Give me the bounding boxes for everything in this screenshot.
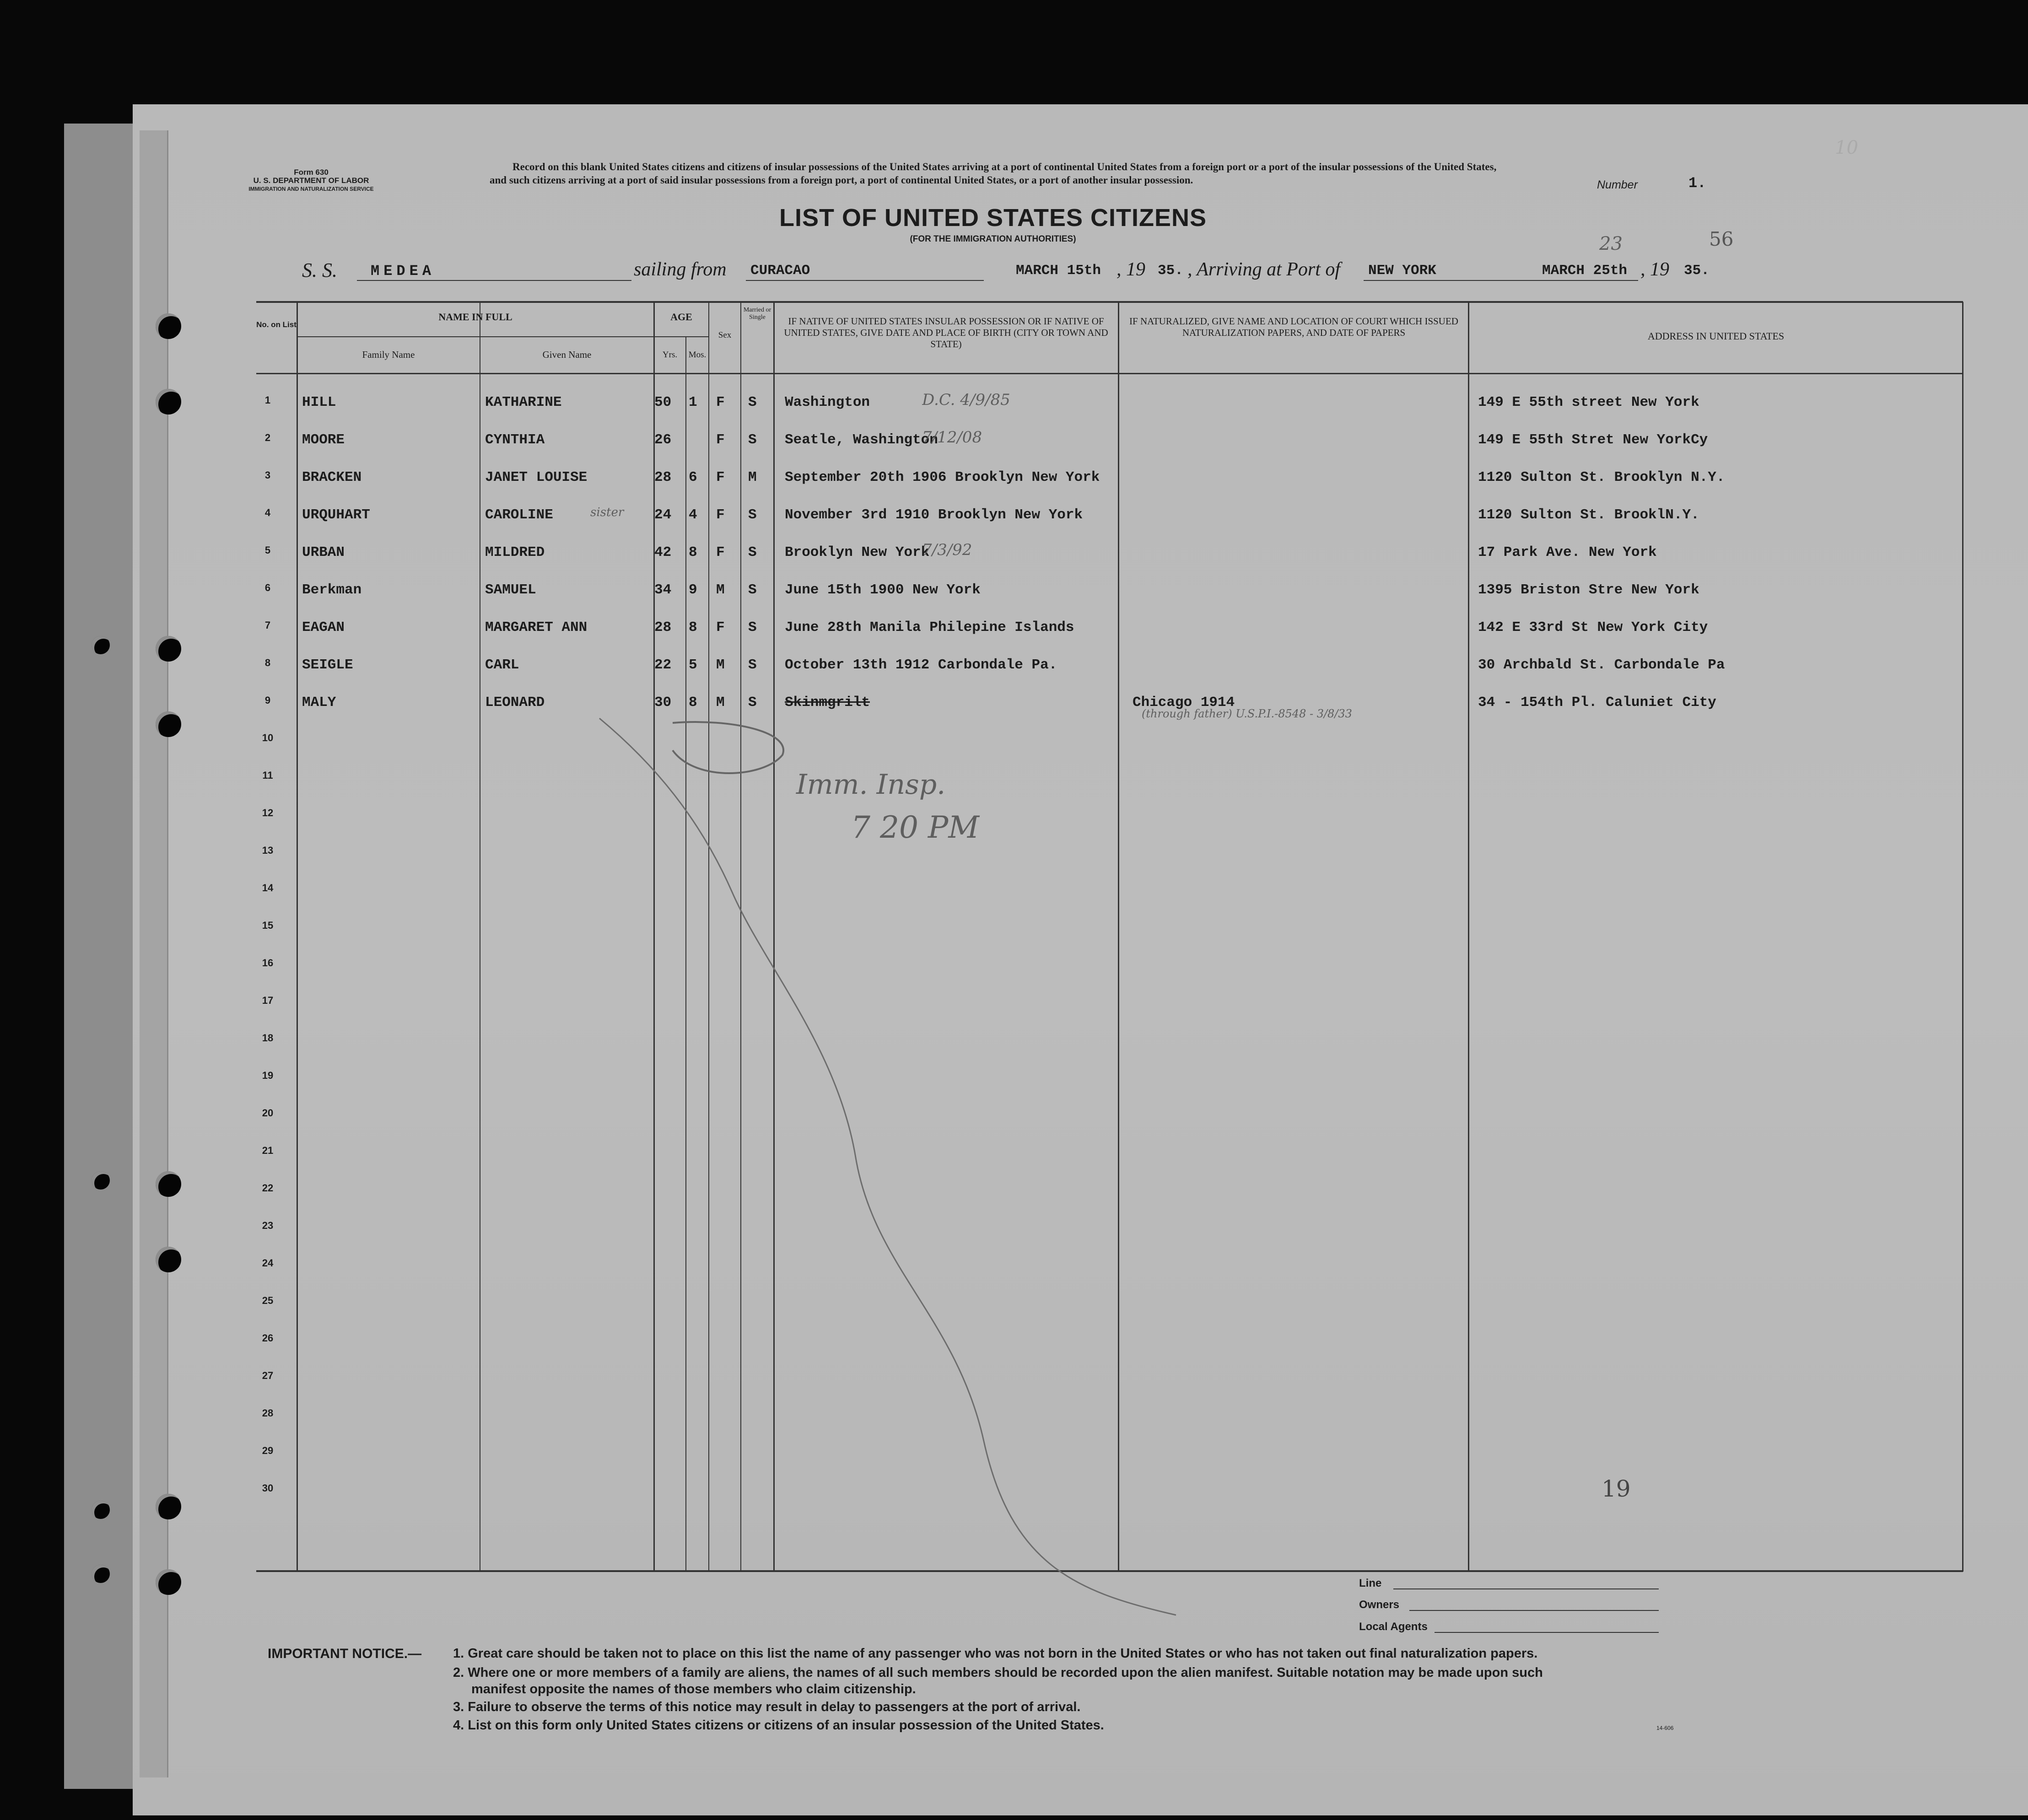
marital-status: M — [748, 469, 757, 485]
arriving-label: , Arriving at Port of — [1187, 259, 1341, 280]
header-naturalized: IF NATURALIZED, GIVE NAME AND LOCATION OF COURT WHICH ISSUED NATURALIZATION PAPERS, AND DATE OF PAPERS — [1129, 316, 1458, 338]
sex-value: M — [716, 695, 725, 711]
age-months: 1 — [689, 394, 697, 410]
row-number: 2 — [264, 432, 271, 443]
binder-hole-icon — [156, 1247, 181, 1272]
age-years: 50 — [654, 394, 672, 410]
us-address: 17 Park Ave. New York — [1478, 544, 1657, 560]
us-address: 149 E 55th Stret New YorkCy — [1478, 432, 1708, 448]
row-number: 12 — [262, 807, 274, 818]
arrival-port: NEW YORK — [1368, 263, 1436, 279]
table-row — [256, 469, 1963, 507]
row-number: 1 — [264, 394, 271, 406]
notice-2: 2. Where one or more members of a family are aliens, the names of all such members should be recorded upon the alien manifest. Suitable notation may be made upon such — [453, 1665, 1543, 1680]
year-prefix-2: , 19 — [1640, 259, 1669, 280]
notice-4: 4. List on this form only United States citizens or citizens of an insular possession of the United States. — [453, 1718, 1104, 1733]
marital-status: S — [748, 432, 757, 448]
row-number: 21 — [262, 1145, 274, 1156]
row-number: 19 — [262, 1070, 274, 1081]
owners-label: Owners — [1359, 1599, 1400, 1611]
birth-info: Skinmgrilt — [785, 695, 870, 711]
form-subtitle: (FOR THE IMMIGRATION AUTHORITIES) — [910, 234, 1076, 244]
notice-3: 3. Failure to observe the terms of this notice may result in delay to passengers at the port of arrival. — [453, 1700, 1081, 1714]
age-years: 42 — [654, 544, 672, 560]
binder-hole-icon — [92, 636, 110, 654]
row-number: 16 — [262, 957, 274, 969]
marital-status: S — [748, 619, 757, 635]
form-instruction: Record on this blank United States citizens and citizens of insular possessions of the United States arriving at a port of continental United States from a foreign port or a port of the insular possessions of the United States, and such citizens arriving at a port of said insular possessions from a foreign port, a port of continental United States, or a port of another insular possession. — [490, 161, 1497, 186]
header-sex: Sex — [718, 330, 732, 340]
naturalization-note: (through father) U.S.P.I.-8548 - 3/8/33 — [1142, 707, 1352, 720]
birth-info: Seatle, Washington — [785, 432, 938, 448]
birth-info: June 28th Manila Philepine Islands — [785, 619, 1074, 635]
marital-status: S — [748, 657, 757, 673]
department-name: U. S. DEPARTMENT OF LABOR — [253, 176, 369, 185]
row-number: 11 — [262, 770, 273, 781]
birth-info: September 20th 1906 Brooklyn New York — [785, 469, 1100, 485]
row-number: 5 — [264, 544, 271, 556]
age-years: 24 — [654, 507, 672, 523]
header-age: AGE — [670, 311, 692, 323]
family-name: EAGAN — [302, 619, 345, 635]
age-years: 26 — [654, 432, 672, 448]
given-name: SAMUEL — [485, 582, 536, 598]
corner-mark: 56 — [1709, 228, 1734, 250]
binder-hole-icon — [156, 313, 181, 339]
age-months: 6 — [689, 469, 697, 485]
departure-year: 35. — [1158, 263, 1183, 279]
birth-date-note: D.C. 4/9/85 — [922, 391, 1010, 409]
notice-2-cont: manifest opposite the names of those members who claim citizenship. — [471, 1682, 916, 1696]
row-number: 15 — [262, 920, 274, 931]
birth-info: June 15th 1900 New York — [785, 582, 981, 598]
sex-value: M — [716, 582, 725, 598]
age-years: 22 — [654, 657, 672, 673]
row-number: 4 — [264, 507, 271, 518]
binder-hole-icon — [92, 1565, 110, 1583]
form-code: 14-606 — [1656, 1725, 1674, 1731]
given-name: LEONARD — [485, 695, 545, 711]
marital-status: S — [748, 544, 757, 560]
row-number: 22 — [262, 1182, 274, 1194]
arrival-year: 35. — [1684, 263, 1710, 279]
age-years: 30 — [654, 695, 672, 711]
given-name: MILDRED — [485, 544, 545, 560]
row-number: 13 — [262, 845, 274, 856]
binding-strip — [140, 130, 168, 1777]
departure-port: CURACAO — [750, 263, 810, 279]
row-number: 8 — [264, 657, 271, 668]
us-address: 149 E 55th street New York — [1478, 394, 1699, 410]
row-number: 25 — [262, 1295, 274, 1306]
marital-status: S — [748, 582, 757, 598]
marital-status: S — [748, 507, 757, 523]
family-name: SEIGLE — [302, 657, 353, 673]
given-name: KATHARINE — [485, 394, 562, 410]
number-value: 1. — [1688, 175, 1706, 192]
age-months: 8 — [689, 619, 697, 635]
notice-1: 1. Great care should be taken not to place on this list the name of any passenger who was not born in the United States or who has not taken out final naturalization papers. — [453, 1646, 1538, 1661]
age-months: 5 — [689, 657, 697, 673]
family-name: MOORE — [302, 432, 345, 448]
family-name: Berkman — [302, 582, 362, 598]
age-months: 4 — [689, 507, 697, 523]
birth-date-note: 7/12/08 — [922, 428, 982, 447]
header-mos: Mos. — [688, 350, 707, 360]
birth-date-note: 7/3/92 — [922, 541, 972, 559]
binder-hole-icon — [156, 636, 181, 662]
notice-title: IMPORTANT NOTICE.— — [268, 1646, 422, 1661]
sex-value: F — [716, 507, 725, 523]
birth-info: Washington — [785, 394, 870, 410]
table-row — [256, 541, 1963, 582]
form-title: LIST OF UNITED STATES CITIZENS — [779, 204, 1207, 232]
ss-label: S. S. — [302, 259, 337, 281]
sister-note: sister — [590, 506, 624, 519]
row-number: 6 — [264, 582, 271, 593]
us-address: 142 E 33rd St New York City — [1478, 619, 1708, 635]
binder-hole-icon — [156, 711, 181, 737]
number-label: Number — [1597, 178, 1638, 191]
sailing-from-label: sailing from — [634, 259, 727, 280]
family-name: BRACKEN — [302, 469, 362, 485]
birth-info: Brooklyn New York — [785, 544, 930, 560]
row-number: 18 — [262, 1032, 274, 1044]
sex-value: F — [716, 544, 725, 560]
header-given-name: Given Name — [542, 349, 592, 360]
header-no: No. on List — [256, 320, 297, 329]
row-number: 26 — [262, 1332, 274, 1344]
naturalization-info: Chicago 1914 — [1133, 695, 1235, 711]
row-number: 9 — [264, 695, 271, 706]
row-number: 3 — [264, 469, 271, 481]
header-address: ADDRESS IN UNITED STATES — [1647, 330, 1785, 342]
family-name: URQUHART — [302, 507, 370, 523]
header-birth: IF NATIVE OF UNITED STATES INSULAR POSSESSION OR IF NATIVE OF UNITED STATES, GIVE DATE AND PLACE OF BIRTH (CITY OR TOWN AND STATE) — [784, 316, 1108, 350]
row-number: 28 — [262, 1407, 274, 1419]
age-months: 8 — [689, 544, 697, 560]
us-address: 1120 Sulton St. BrooklN.Y. — [1478, 507, 1699, 523]
row-number: 23 — [262, 1220, 274, 1231]
family-name: HILL — [302, 394, 336, 410]
table-row — [256, 391, 1963, 432]
given-name: CARL — [485, 657, 519, 673]
sex-value: F — [716, 469, 725, 485]
form-number: Form 630 — [294, 168, 329, 177]
given-name: CAROLINE — [485, 507, 553, 523]
ship-name: MEDEA — [371, 263, 436, 280]
binder-hole-icon — [156, 1494, 181, 1519]
inspector-time-note: 7 20 PM — [851, 810, 979, 845]
table-row — [256, 657, 1963, 695]
row-number: 17 — [262, 995, 274, 1006]
binder-hole-icon — [156, 1569, 181, 1595]
given-name: MARGARET ANN — [485, 619, 588, 635]
header-name-in-full: NAME IN FULL — [438, 311, 512, 323]
row-number: 27 — [262, 1370, 274, 1381]
binder-hole-icon — [92, 1171, 110, 1190]
line-label: Line — [1359, 1577, 1382, 1589]
family-name: URBAN — [302, 544, 345, 560]
us-address: 1395 Briston Stre New York — [1478, 582, 1699, 598]
us-address: 1120 Sulton St. Brooklyn N.Y. — [1478, 469, 1725, 485]
departure-date: MARCH 15th — [1016, 263, 1101, 279]
table-row — [256, 619, 1963, 657]
birth-info: November 3rd 1910 Brooklyn New York — [785, 507, 1083, 523]
age-years: 28 — [654, 619, 672, 635]
binder-hole-icon — [92, 1501, 110, 1519]
year-prefix-1: , 19 — [1116, 259, 1145, 280]
row-number: 7 — [264, 619, 271, 631]
us-address: 30 Archbald St. Carbondale Pa — [1478, 657, 1725, 673]
inspector-title-note: Imm. Insp. — [796, 769, 946, 801]
birth-info: October 13th 1912 Carbondale Pa. — [785, 657, 1057, 673]
form-issuer — [247, 168, 375, 193]
sex-value: M — [716, 657, 725, 673]
given-name: CYNTHIA — [485, 432, 545, 448]
us-address: 34 - 154th Pl. Caluniet City — [1478, 695, 1716, 711]
arrival-date: MARCH 25th — [1542, 263, 1628, 279]
table-row — [256, 507, 1963, 544]
header-yrs: Yrs. — [662, 350, 678, 360]
marital-status: S — [748, 394, 757, 410]
row-number: 29 — [262, 1445, 274, 1456]
age-years: 28 — [654, 469, 672, 485]
local-agents-label: Local Agents — [1359, 1621, 1428, 1633]
age-years: 34 — [654, 582, 672, 598]
row-number: 14 — [262, 882, 274, 894]
age-months: 8 — [689, 695, 697, 711]
sex-value: F — [716, 432, 725, 448]
marital-status: S — [748, 695, 757, 711]
header-married-single: Married or Single — [743, 307, 771, 321]
table-row — [256, 428, 1963, 469]
binder-hole-icon — [156, 1171, 181, 1197]
row-number: 24 — [262, 1257, 274, 1269]
family-name: MALY — [302, 695, 336, 711]
age-months: 9 — [689, 582, 697, 598]
table-row — [256, 582, 1963, 619]
row-number: 10 — [262, 732, 274, 743]
header-family-name: Family Name — [362, 349, 415, 360]
penciled-number: 23 — [1599, 233, 1623, 254]
given-name: JANET LOUISE — [485, 469, 588, 485]
sheet-number: 19 — [1602, 1475, 1631, 1502]
row-number: 20 — [262, 1107, 274, 1119]
top-right-hand-note: 10 — [1835, 137, 1858, 158]
binder-hole-icon — [156, 389, 181, 415]
sex-value: F — [716, 394, 725, 410]
sex-value: F — [716, 619, 725, 635]
service-name: IMMIGRATION AND NATURALIZATION SERVICE — [248, 186, 374, 192]
row-number: 30 — [262, 1482, 274, 1494]
